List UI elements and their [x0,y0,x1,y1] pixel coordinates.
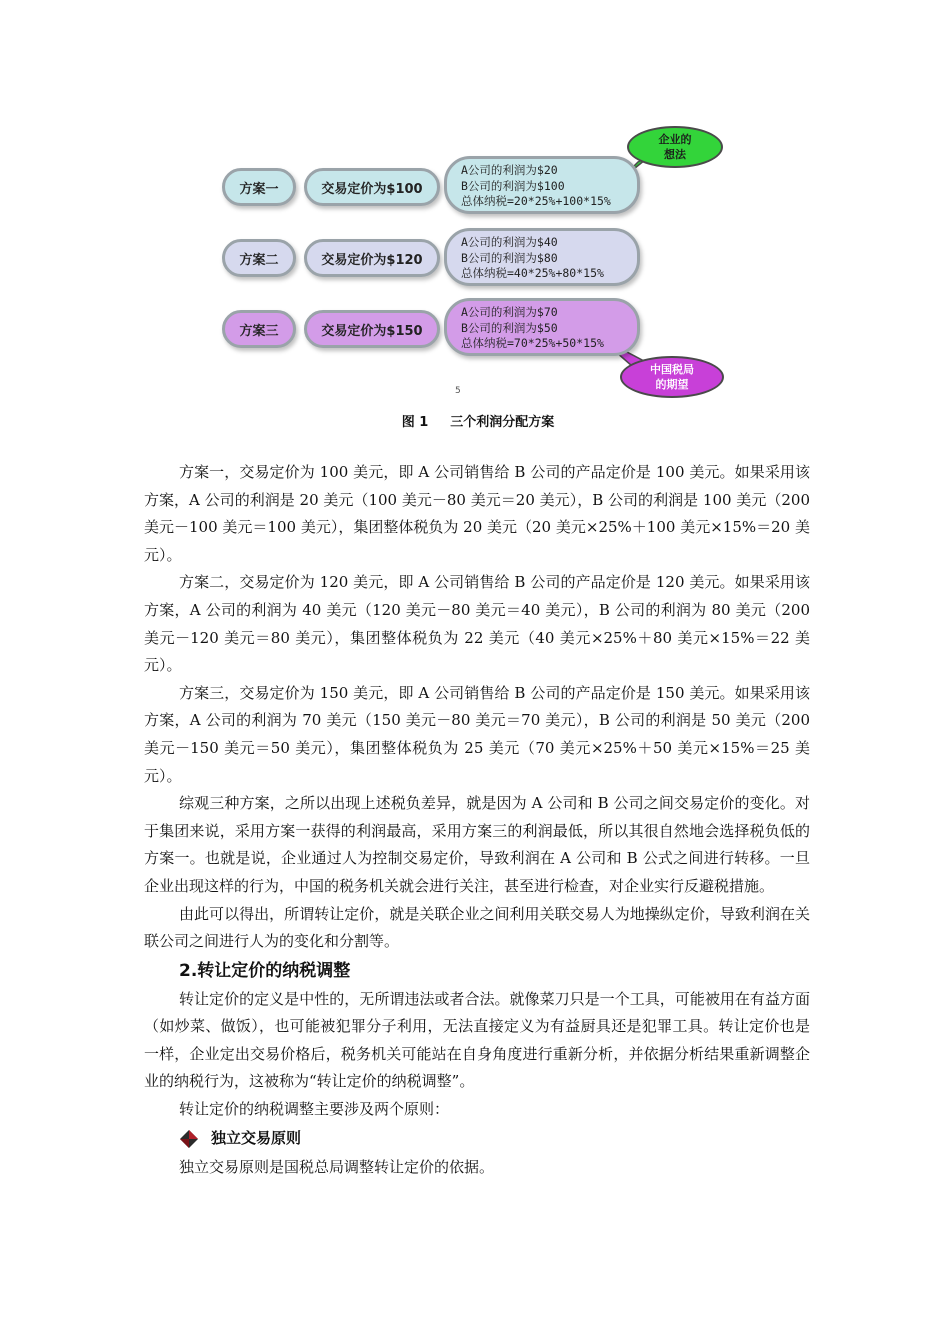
scheme-3-price: 交易定价为$150 [304,310,440,348]
scheme-1-line-tax: 总体纳税=20*25%+100*15% [461,194,611,208]
scheme-1-line-a: A公司的利润为$20 [461,163,558,177]
paragraph-definition: 转让定价的定义是中性的，无所谓违法或者合法。就像菜刀只是一个工具，可能被用在有益方面（如炒菜、做饭），也可能被犯罪分子利用，无法直接定义为有益厨具还是犯罪工具。转让定价也是一样，企业定出交易价格后，税务机关可能站在自身角度进行重新分析，并依据分析结果重新调整企业的纳税行为，这被称为“转让定价的纳税调整”。 [144,989,810,1091]
principle-bullet [144,1124,810,1154]
callout-bottom-line-2: 的期望 [655,378,689,391]
paragraph-scheme-3: 方案三，交易定价为 150 美元，即 A 公司销售给 B 公司的产品定价是 150 美元。如果采用该方案，A 公司的利润为 70 美元（150 美元－80 美元＝70 美元），B 公司的利润是 50 美元（200 美元－150 美元＝50 美元），集团整体税负为 25 美元（70 美元×25%＋50 美元×15%＝25 美元）。 [144,683,810,785]
caption-label: 图 1 [401,415,429,430]
scheme-1-result [444,156,640,214]
scheme-3-line-tax: 总体纳税=70*25%+50*15% [461,336,604,350]
paragraph-scheme-1: 方案一，交易定价为 100 美元，即 A 公司销售给 B 公司的产品定价是 100 美元。如果采用该方案，A 公司的利润是 20 美元（100 美元－80 美元＝20 美元），B 公司的利润是 100 美元（200 美元－100 美元＝100 美元），集团整体税负为 20 美元（20 美元×25%＋100 美元×15%＝20 美元）。 [144,463,810,564]
scheme-3-result [444,298,640,356]
scheme-3-label: 方案三 [222,310,296,348]
scheme-2-label: 方案二 [222,239,296,277]
figure-number: 5 [455,386,461,396]
paragraph-final: 独立交易原则是国税总局调整转让定价的依据。 [179,1157,495,1176]
bullet-label: 独立交易原则 [211,1128,302,1147]
section-heading: 2.转让定价的纳税调整 [179,960,351,981]
paragraph-summary: 综观三种方案，之所以出现上述税负差异，就是因为 A 公司和 B 公司之间交易定价的变化。对于集团来说，采用方案一获得的利润最高，采用方案三的利润最低，所以其很自然地会选择税负低的方案一。也就是说，企业通过人为控制交易定价，导致利润在 A 公司和 B 公式之间进行转移。一旦企业出现这样的行为，中国的税务机关就会进行关注，甚至进行检查，对企业实行反避税措施。 [144,794,810,895]
scheme-1-label: 方案一 [222,168,296,206]
figure-caption [0,411,950,430]
scheme-2-line-b: B公司的利润为$80 [461,250,558,265]
callout-top-line-1: 企业的 [658,133,692,146]
diamond-bullet-icon [179,1129,199,1149]
body-text [144,459,810,1181]
paragraph-conclusion: 由此可以得出，所谓转让定价，就是关联企业之间利用关联交易人为地操纵定价，导致利润在关联公司之间进行人为的变化和分割等。 [144,904,810,951]
scheme-3-line-b: B公司的利润为$50 [461,320,558,335]
scheme-2-line-tax: 总体纳税=40*25%+80*15% [461,266,604,280]
paragraph-principles-intro: 转让定价的纳税调整主要涉及两个原则： [179,1100,450,1119]
scheme-2-result [444,228,640,286]
caption-title: 三个利润分配方案 [450,415,555,430]
scheme-3-line-a: A公司的利润为$70 [461,305,558,319]
scheme-1-line-b: B公司的利润为$100 [461,178,565,193]
enterprise-idea-callout [627,126,723,168]
tax-bureau-expectation-callout [620,356,724,398]
profit-scheme-figure [200,120,740,410]
paragraph-scheme-2: 方案二，交易定价为 120 美元，即 A 公司销售给 B 公司的产品定价是 120 美元。如果采用该方案，A 公司的利润为 40 美元（120 美元－80 美元＝40 美元），B 公司的利润为 80 美元（200 美元－120 美元＝80 美元），集团整体税负为 22 美元（40 美元×25%＋80 美元×15%＝22 美元）。 [144,573,810,675]
scheme-2-line-a: A公司的利润为$40 [461,235,558,249]
callout-bottom-line-1: 中国税局 [650,363,694,376]
callout-top-line-2: 想法 [664,148,686,161]
scheme-1-price: 交易定价为$100 [304,168,440,206]
scheme-2-price: 交易定价为$120 [304,239,440,277]
